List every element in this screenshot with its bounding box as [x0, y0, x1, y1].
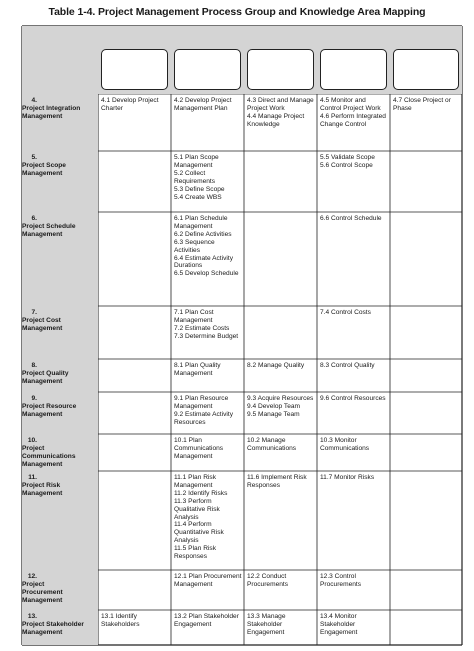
process-cell: 4.1 Develop Project Charter [101, 97, 159, 112]
process-cell: 12.1 Plan Procurement Management [174, 573, 242, 588]
knowledge-area-name: Project Resource Management [22, 402, 77, 418]
knowledge-area-name: Project Procurement Management [22, 580, 63, 604]
column-header-5 [393, 49, 459, 90]
process-cell [98, 306, 171, 359]
process-cell: 5.1 Plan Scope Management 5.2 Collect Requirements 5.3 Define Scope 5.4 Create WBS [174, 154, 225, 201]
knowledge-area-number: 8. [31, 362, 37, 369]
knowledge-area-name: Project Schedule Management [22, 222, 76, 238]
process-cell: 9.6 Control Resources [320, 395, 386, 402]
process-cell [244, 306, 317, 359]
process-cell: 4.5 Monitor and Control Project Work 4.6 Perform Integrated Change Control [320, 97, 386, 128]
process-cell: 10.2 Manage Communications [247, 437, 297, 452]
knowledge-area-10 [22, 434, 98, 471]
process-cell [98, 392, 171, 434]
knowledge-area-name: Project Quality Management [22, 369, 69, 385]
knowledge-area-number: 12. [27, 573, 37, 580]
process-cell: 9.1 Plan Resource Management 9.2 Estimate Activity Resources [174, 395, 233, 426]
process-cell: 4.7 Close Project or Phase [393, 97, 451, 112]
knowledge-area-name: Project Communications Management [22, 444, 76, 468]
process-cell [98, 434, 171, 471]
knowledge-area-number: 5. [31, 154, 37, 161]
knowledge-area-name: Project Scope Management [22, 161, 66, 177]
knowledge-area-number: 13. [27, 613, 37, 620]
process-cell [98, 212, 171, 306]
process-cell [390, 306, 462, 359]
process-cell: 11.1 Plan Risk Management 11.2 Identify Risks 11.3 Perform Qualitative Risk Analysis 11.4 Perform Quantitative Risk Analysis 11.5 Plan Risk Responses [174, 474, 228, 561]
knowledge-area-name: Project Integration Management [22, 104, 81, 120]
process-cell [390, 434, 462, 471]
process-cell: 8.1 Plan Quality Management [174, 362, 221, 377]
process-cell [244, 151, 317, 212]
knowledge-area-11 [22, 471, 98, 570]
process-cell [390, 151, 462, 212]
knowledge-area-9 [22, 392, 98, 434]
process-cell [390, 392, 462, 434]
column-header-3 [247, 49, 314, 90]
process-cell: 10.3 Monitor Communications [320, 437, 370, 452]
process-cell: 4.2 Develop Project Management Plan [174, 97, 232, 112]
process-cell: 12.3 Control Procurements [320, 573, 362, 588]
process-cell [390, 212, 462, 306]
process-cell [98, 359, 171, 392]
knowledge-area-12 [22, 570, 98, 610]
column-header-2 [174, 49, 241, 90]
knowledge-area-7 [22, 306, 98, 359]
knowledge-area-name: Project Stakeholder Management [22, 620, 84, 636]
process-cell: 6.1 Plan Schedule Management 6.2 Define Activities 6.3 Sequence Activities 6.4 Estimate Activity Durations 6.5 Develop Schedule [174, 215, 239, 278]
process-cell: 4.3 Direct and Manage Project Work 4.4 Manage Project Knowledge [247, 97, 314, 128]
process-cell [390, 471, 462, 570]
process-cell: 11.6 Implement Risk Responses [247, 474, 307, 489]
process-cell: 13.3 Manage Stakeholder Engagement [247, 613, 286, 636]
process-cell: 8.3 Control Quality [320, 362, 375, 369]
process-cell [98, 471, 171, 570]
knowledge-area-4 [22, 94, 98, 151]
process-cell [98, 151, 171, 212]
knowledge-area-8 [22, 359, 98, 392]
process-groups-header [98, 26, 462, 45]
process-cell [390, 570, 462, 610]
process-cell: 13.4 Monitor Stakeholder Engagement [320, 613, 358, 636]
process-cell: 13.2 Plan Stakeholder Engagement [174, 613, 239, 628]
process-cell [390, 610, 462, 645]
knowledge-area-5 [22, 151, 98, 212]
process-cell: 11.7 Monitor Risks [320, 474, 375, 481]
knowledge-area-number: 10. [27, 437, 37, 444]
column-header-1 [101, 49, 168, 90]
process-cell: 8.2 Manage Quality [247, 362, 305, 369]
process-cell: 12.2 Conduct Procurements [247, 573, 289, 588]
knowledge-area-name: Project Risk Management [22, 481, 63, 497]
process-cell: 7.1 Plan Cost Management 7.2 Estimate Costs 7.3 Determine Budget [174, 309, 239, 340]
table-title: Table 1-4. Project Management Process Group and Knowledge Area Mapping [48, 6, 426, 18]
knowledge-area-number: 6. [31, 215, 37, 222]
process-cell [390, 359, 462, 392]
process-cell: 7.4 Control Costs [320, 309, 371, 316]
process-cell [244, 212, 317, 306]
knowledge-area-name: Project Cost Management [22, 316, 63, 332]
column-header-4 [320, 49, 387, 90]
knowledge-area-number: 4. [31, 97, 37, 104]
knowledge-area-number: 11. [28, 474, 37, 481]
process-cell [98, 570, 171, 610]
knowledge-area-number: 7. [31, 309, 37, 316]
knowledge-areas-header [22, 26, 98, 94]
process-cell: 5.5 Validate Scope 5.6 Control Scope [320, 154, 375, 169]
process-cell: 9.3 Acquire Resources 9.4 Develop Team 9.5 Manage Team [247, 395, 314, 418]
knowledge-area-13 [22, 610, 98, 645]
knowledge-area-number: 9. [31, 395, 37, 402]
process-cell: 6.6 Control Schedule [320, 215, 382, 222]
process-cell: 10.1 Plan Communications Management [174, 437, 224, 460]
knowledge-area-6 [22, 212, 98, 306]
process-cell: 13.1 Identify Stakeholders [101, 613, 140, 628]
